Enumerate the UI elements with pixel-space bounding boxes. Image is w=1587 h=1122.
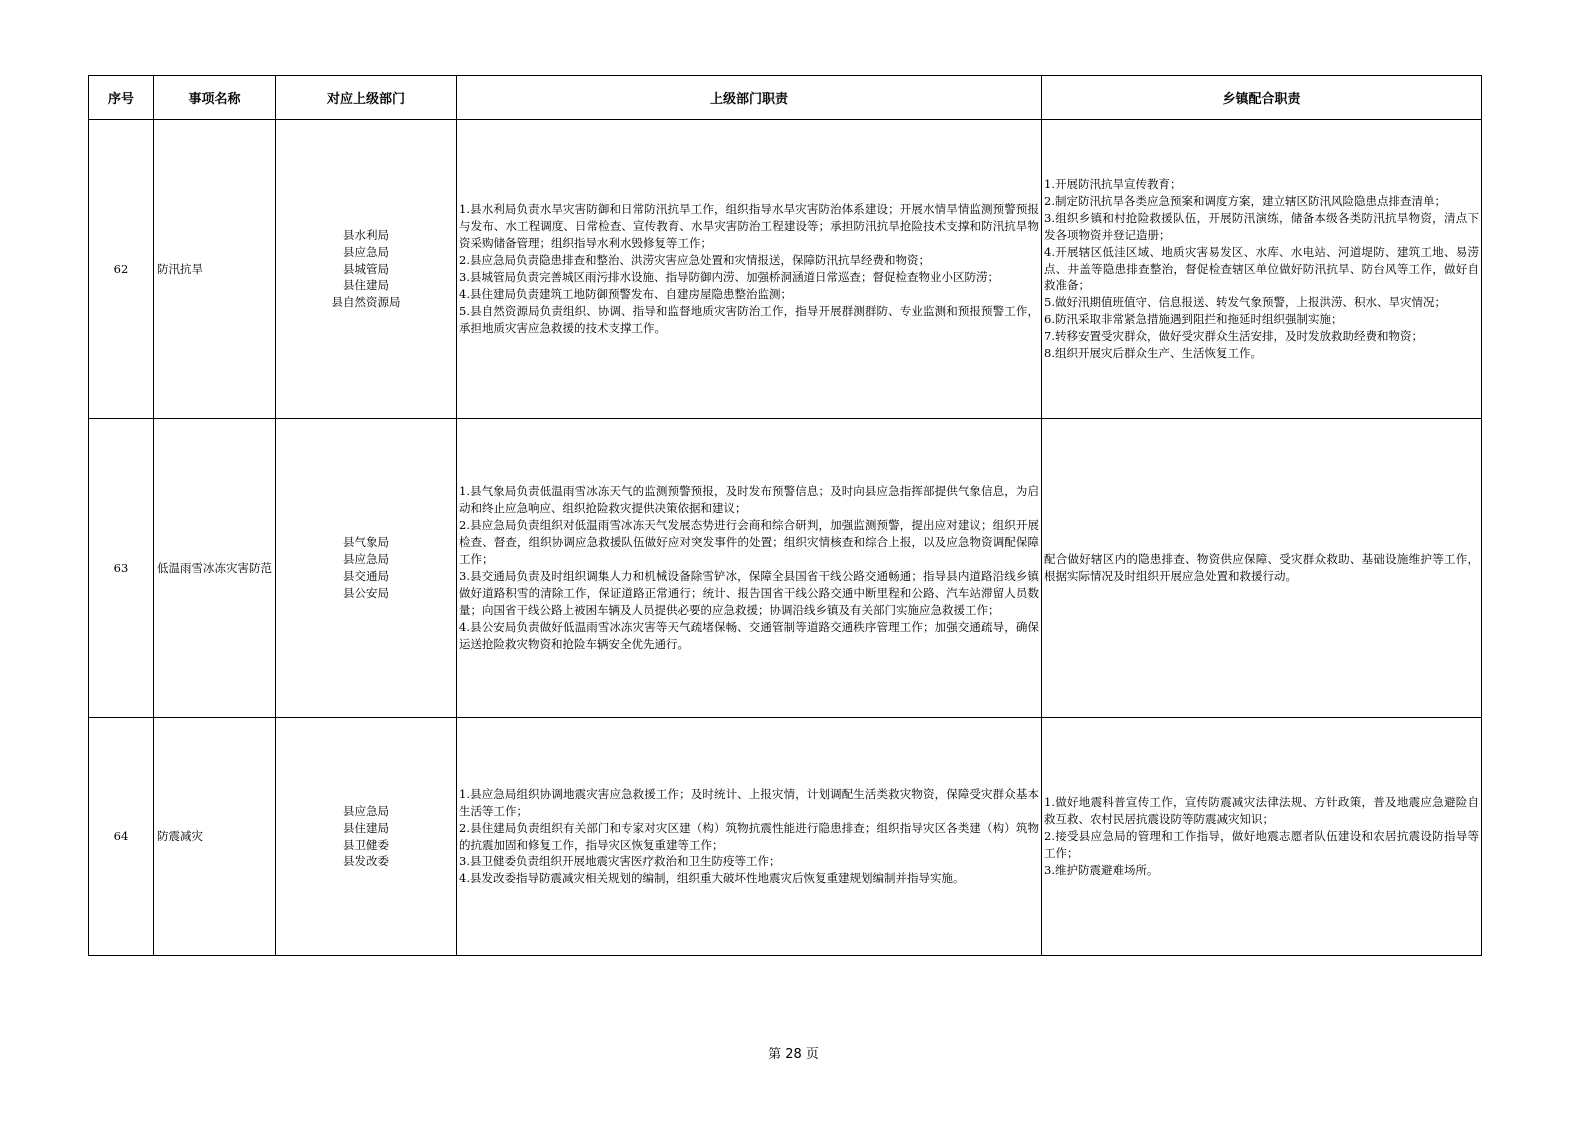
dept-line: 县自然资源局 [331,295,401,310]
town-line: 7.转移安置受灾群众，做好受灾群众生活安排，及时发放救助经费和物资； [1044,329,1423,344]
dept-line: 县应急局 [343,244,389,259]
duty-line: 1.县应急局组织协调地震灾害应急救援工作；及时统计、上报灾情，计划调配生活类救灾物资，保障受灾群众基本生活等工作； [459,786,1039,818]
row-duties [457,120,1042,419]
duty-line: 5.县自然资源局负责组织、协调、指导和监督地质灾害防治工作，指导开展群测群防、专业监测和预报预警工作，承担地质灾害应急救援的技术支撑工作。 [459,303,1039,335]
town-line: 1.开展防汛抗旱宣传教育； [1044,177,1182,192]
duty-table [88,75,1482,956]
town-line: 8.组织开展灾后群众生产、生活恢复工作。 [1044,346,1262,361]
row-name: 防汛抗旱 [154,120,276,419]
dept-line: 县公安局 [343,585,389,600]
dept-line: 县城管局 [343,261,389,276]
dept-line: 县气象局 [343,535,389,550]
town-line: 2.接受县应急局的管理和工作指导，做好地震志愿者队伍建设和农居抗震设防指导等工作； [1044,829,1479,860]
header-town: 乡镇配合职责 [1042,76,1482,120]
header-dept: 对应上级部门 [276,76,457,120]
town-line: 5.做好汛期值班值守、信息报送、转发气象预警，上报洪涝、积水、旱灾情况； [1044,295,1446,310]
town-line: 1.做好地震科普宣传工作，宣传防震减灾法律法规、方针政策，普及地震应急避险自救互救、农村民居抗震设防等防震减灾知识； [1044,795,1479,827]
duty-line: 1.县气象局负责低温雨雪冰冻天气的监测预警预报，及时发布预警信息；及时向县应急指挥部提供气象信息，为启动和终止应急响应、组织抢险救灾提供决策依据和建议； [459,484,1039,516]
duty-line: 2.县应急局负责隐患排查和整治、洪涝灾害应急处置和灾情报送，保障防汛抗旱经费和物资； [459,253,930,268]
duty-line: 3.县交通局负责及时组织调集人力和机械设备除雪铲冰，保障全县国省干线公路交通畅通；指导县内道路沿线乡镇做好道路积雪的清除工作，保证道路正常通行；统计、报告国省干线公路交通中断里程和公路、汽车站滞留人员数量；向国省干线公路上被困车辆及人员提供必要的应急救援；协调沿线乡镇及有关部门实施应急救援工作； [459,569,1039,617]
table-row [89,120,1482,419]
duty-line: 3.县城管局负责完善城区雨污排水设施、指导防御内涝、加强桥洞涵道日常巡查；督促检查物业小区防涝； [459,270,999,284]
row-depts [276,718,457,956]
row-town [1042,419,1482,718]
row-duties [457,718,1042,956]
header-num: 序号 [89,76,154,120]
duty-line: 4.县住建局负责建筑工地防御预警发布、自建房屋隐患整治监测； [459,286,792,301]
header-name: 事项名称 [154,76,276,120]
dept-line: 县应急局 [343,552,389,567]
dept-line: 县住建局 [343,820,389,835]
row-depts [276,419,457,718]
row-num: 64 [89,718,154,956]
dept-line: 县水利局 [343,227,389,242]
town-line: 2.制定防汛抗旱各类应急预案和调度方案，建立辖区防汛风险隐患点排查清单； [1044,193,1446,208]
town-line: 配合做好辖区内的隐患排查、物资供应保障、受灾群众救助、基础设施维护等工作，根据实际情况及时组织开展应急处置和救援行动。 [1044,552,1479,583]
dept-line: 县卫健委 [343,837,389,852]
row-num: 62 [89,120,154,419]
row-depts [276,120,457,419]
duty-line: 2.县应急局负责组织对低温雨雪冰冻天气发展态势进行会商和综合研判，加强监测预警，提出应对建议；组织开展检查、督查，组织协调应急救援队伍做好应对突发事件的处置；组织灾情核查和综合上报，以及应急物资调配保障工作； [459,518,1039,567]
duty-line: 4.县发改委指导防震减灾相关规划的编制，组织重大破坏性地震灾后恢复重建规划编制并指导实施。 [459,871,965,886]
town-line: 3.维护防震避难场所。 [1044,862,1159,877]
duty-line: 4.县公安局负责做好低温雨雪冰冻灾害等天气疏堵保畅、交通管制等道路交通秩序管理工作；加强交通疏导，确保运送抢险救灾物资和抢险车辆安全优先通行。 [459,619,1039,651]
page-number: 第 28 页 [768,1047,819,1062]
duty-line: 3.县卫健委负责组织开展地震灾害医疗救治和卫生防疫等工作； [459,854,781,869]
header-row [89,76,1482,120]
row-duties [457,419,1042,718]
row-num: 63 [89,419,154,718]
dept-line: 县应急局 [343,803,389,818]
table-row [89,419,1482,718]
town-line: 4.开展辖区低洼区域、地质灾害易发区、水库、水电站、河道堤防、建筑工地、易涝点、井盖等隐患排查整治，督促检查辖区单位做好防汛抗旱、防台风等工作，做好自救准备； [1044,244,1479,293]
row-town [1042,718,1482,956]
row-town [1042,120,1482,419]
duty-line: 2.县住建局负责组织有关部门和专家对灾区建（构）筑物抗震性能进行隐患排查；组织指导灾区各类建（构）筑物的抗震加固和修复工作，指导灾区恢复重建等工作； [459,820,1039,852]
row-name: 防震减灾 [154,718,276,956]
dept-line: 县交通局 [343,569,389,583]
dept-line: 县发改委 [343,854,389,869]
header-duty: 上级部门职责 [457,76,1042,120]
table-row [89,718,1482,956]
row-name: 低温雨雪冰冻灾害防范 [154,419,276,718]
town-line: 3.组织乡镇和村抢险救援队伍，开展防汛演练，储备本级各类防汛抗旱物资，清点下发各项物资并登记造册； [1044,210,1479,242]
dept-line: 县住建局 [343,278,389,293]
duty-line: 1.县水利局负责水旱灾害防御和日常防汛抗旱工作，组织指导水旱灾害防治体系建设；开展水情旱情监测预警预报与发布、水工程调度、日常检查、宣传教育、水旱灾害防治工程建设等；承担防汛抗旱抢险技术支撑和防汛抗旱物资采购储备管理；组织指导水利水毁修复等工作； [459,202,1039,251]
town-line: 6.防汛采取非常紧急措施遇到阻拦和拖延时组织强制实施； [1044,312,1343,327]
